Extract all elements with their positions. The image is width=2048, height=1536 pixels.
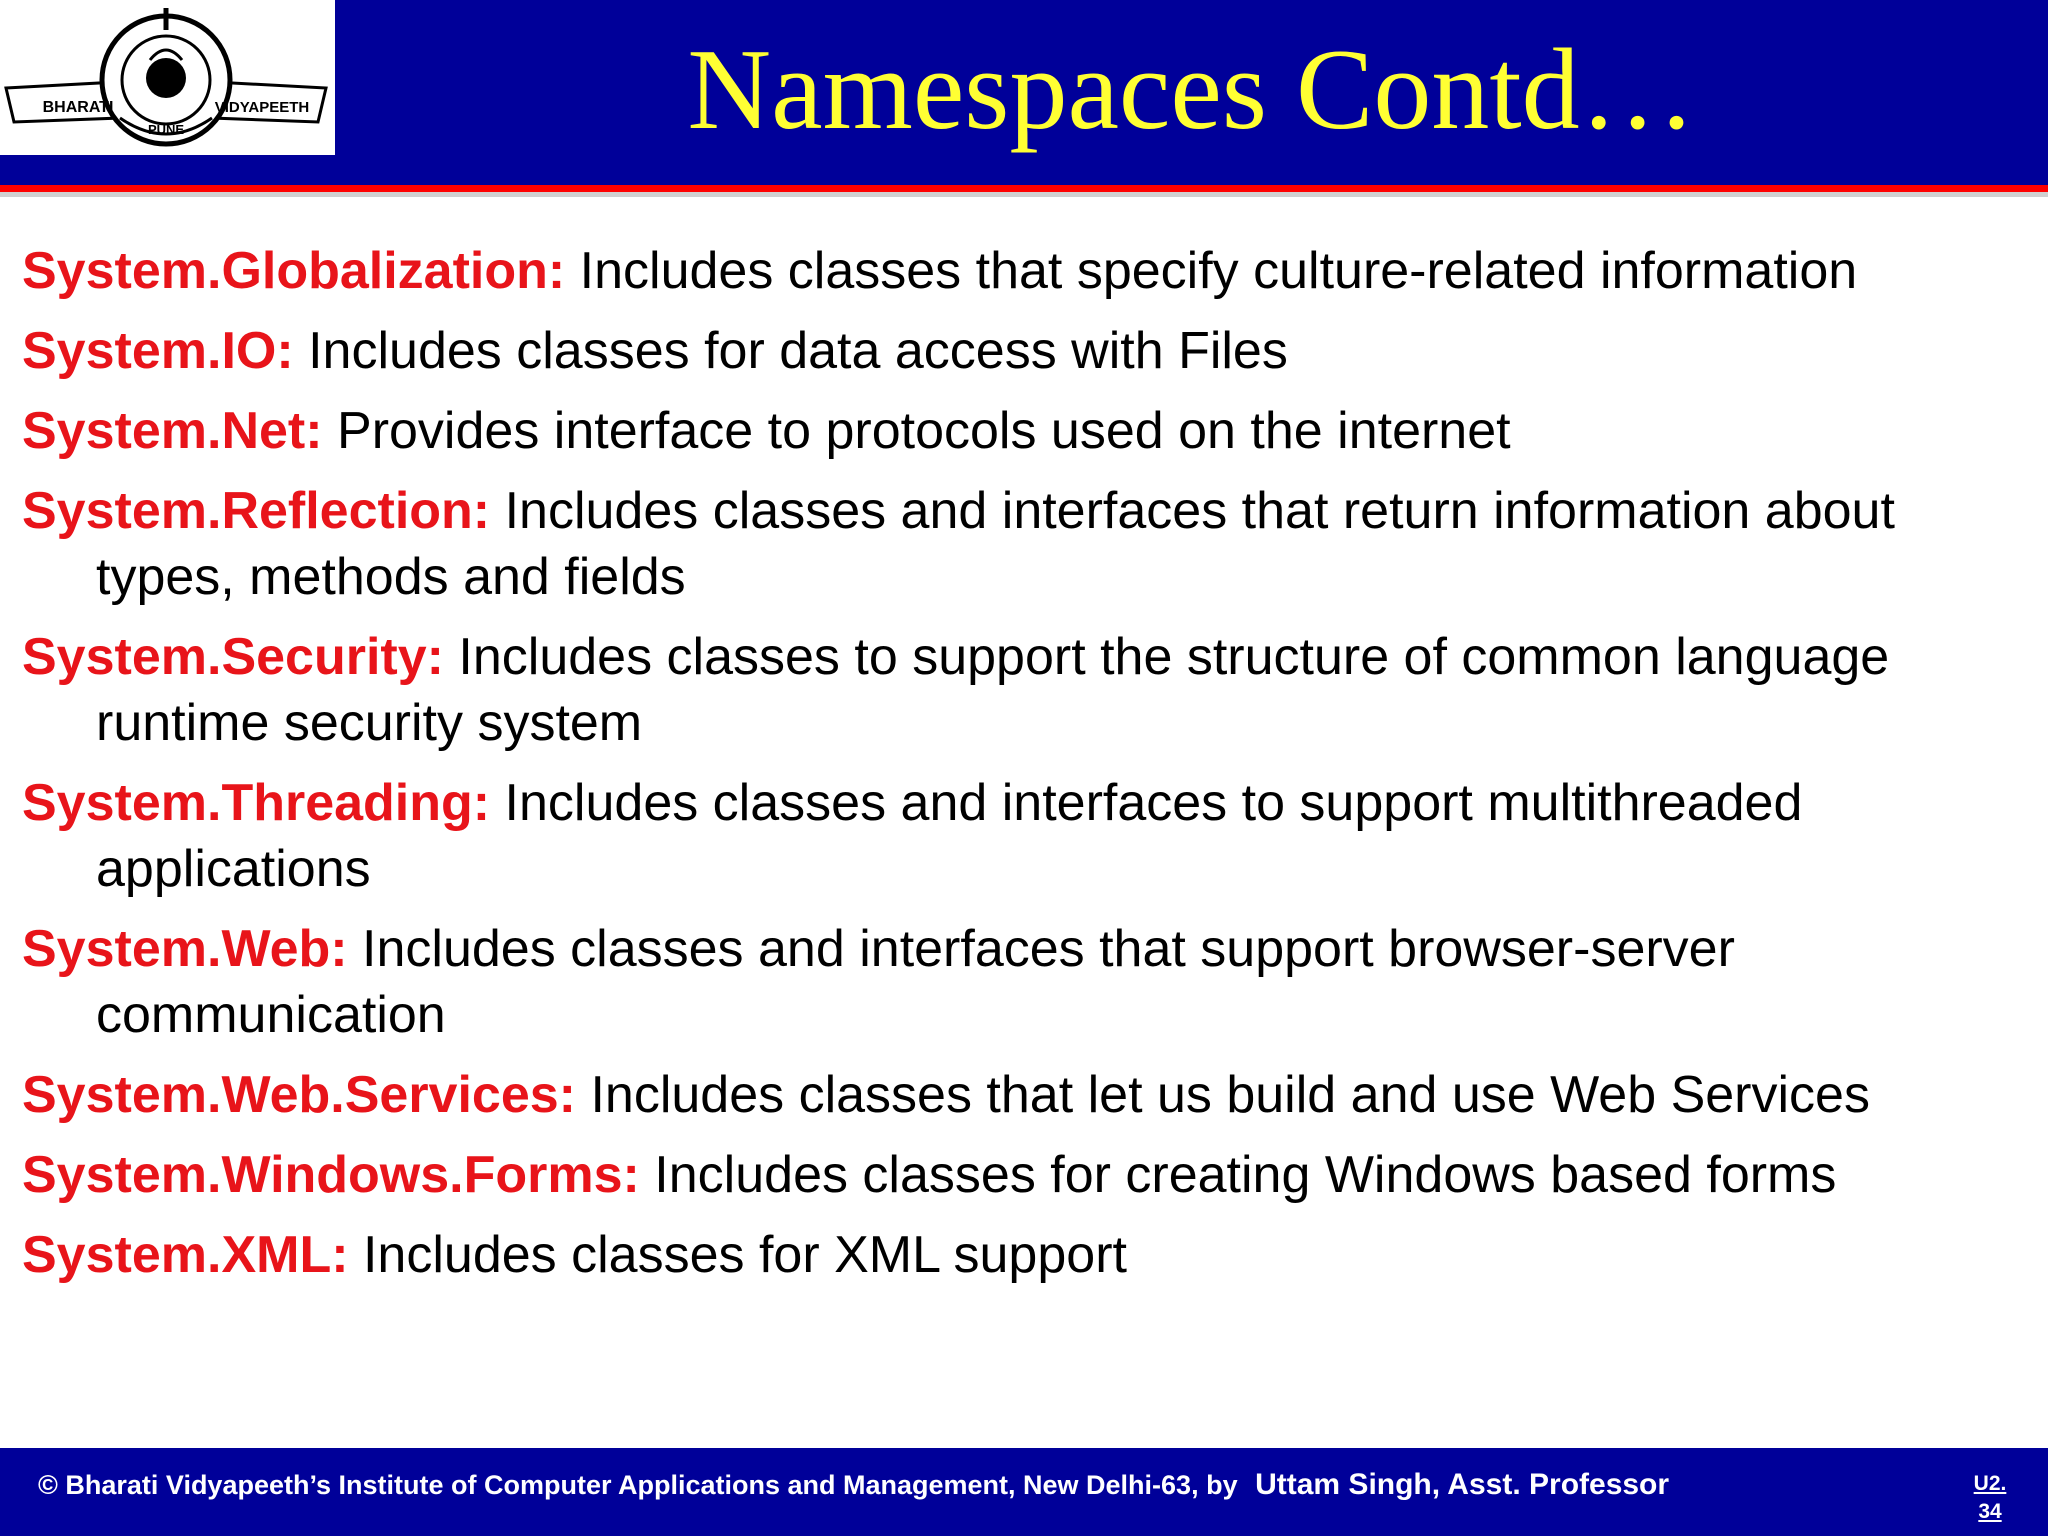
namespace-name: System.Windows.Forms: xyxy=(22,1146,640,1204)
namespace-item xyxy=(22,1142,2032,1208)
slide-number xyxy=(1960,1470,2020,1526)
namespace-name: System.Globalization: xyxy=(22,242,566,300)
namespace-description: Includes classes and interfaces that return information about types, methods and fields xyxy=(96,482,1895,606)
namespace-item xyxy=(22,770,2032,902)
namespace-name: System.XML: xyxy=(22,1226,349,1284)
logo-emblem-icon xyxy=(0,0,335,155)
institution-logo xyxy=(0,0,335,155)
svg-text:VIDYAPEETH: VIDYAPEETH xyxy=(214,99,310,116)
slide-unit: U2. xyxy=(1973,1472,2007,1495)
namespace-name: System.Reflection: xyxy=(22,482,491,540)
namespace-description: Includes classes and interfaces to support multithreaded applications xyxy=(96,774,1803,898)
namespace-item xyxy=(22,318,2032,384)
namespace-name: System.Security: xyxy=(22,628,444,686)
namespace-item xyxy=(22,478,2032,610)
namespace-item xyxy=(22,916,2032,1048)
namespace-description: Includes classes that let us build and use Web Services xyxy=(576,1066,1870,1124)
slide-footer xyxy=(0,1448,2048,1536)
namespace-name: System.IO: xyxy=(22,322,294,380)
namespace-item xyxy=(22,398,2032,464)
footer-copyright: © Bharati Vidyapeeth’s Institute of Computer Applications and Management, New Delhi-63, by xyxy=(38,1470,1246,1500)
svg-text:PUNE: PUNE xyxy=(147,122,185,137)
slide-title: Namespaces Contd… xyxy=(687,26,1696,154)
namespace-description: Includes classes for creating Windows based forms xyxy=(639,1146,1837,1204)
namespace-description: Provides interface to protocols used on the internet xyxy=(322,402,1511,460)
slide-header xyxy=(0,0,2048,185)
svg-text:BHARATI: BHARATI xyxy=(42,99,114,116)
namespace-item xyxy=(22,1062,2032,1128)
footer-credit xyxy=(38,1468,1669,1502)
namespace-name: System.Threading: xyxy=(22,774,491,832)
namespace-description: Includes classes for XML support xyxy=(348,1226,1127,1284)
namespace-description: Includes classes that specify culture-related information xyxy=(565,242,1858,300)
namespace-name: System.Net: xyxy=(22,402,323,460)
slide-page: 34 xyxy=(1978,1500,2002,1523)
namespace-item xyxy=(22,238,2032,304)
header-shadow-rule xyxy=(0,192,2048,197)
namespace-item xyxy=(22,624,2032,756)
footer-author: Uttam Singh, Asst. Professor xyxy=(1255,1468,1670,1501)
namespace-description: Includes classes to support the structure of common language runtime security system xyxy=(96,628,1890,752)
namespace-list xyxy=(22,238,2032,1302)
namespace-item xyxy=(22,1222,2032,1288)
namespace-description: Includes classes for data access with Files xyxy=(293,322,1288,380)
namespace-name: System.Web: xyxy=(22,920,348,978)
namespace-description: Includes classes and interfaces that support browser-server communication xyxy=(96,920,1735,1044)
header-accent-rule xyxy=(0,185,2048,192)
namespace-name: System.Web.Services: xyxy=(22,1066,576,1124)
